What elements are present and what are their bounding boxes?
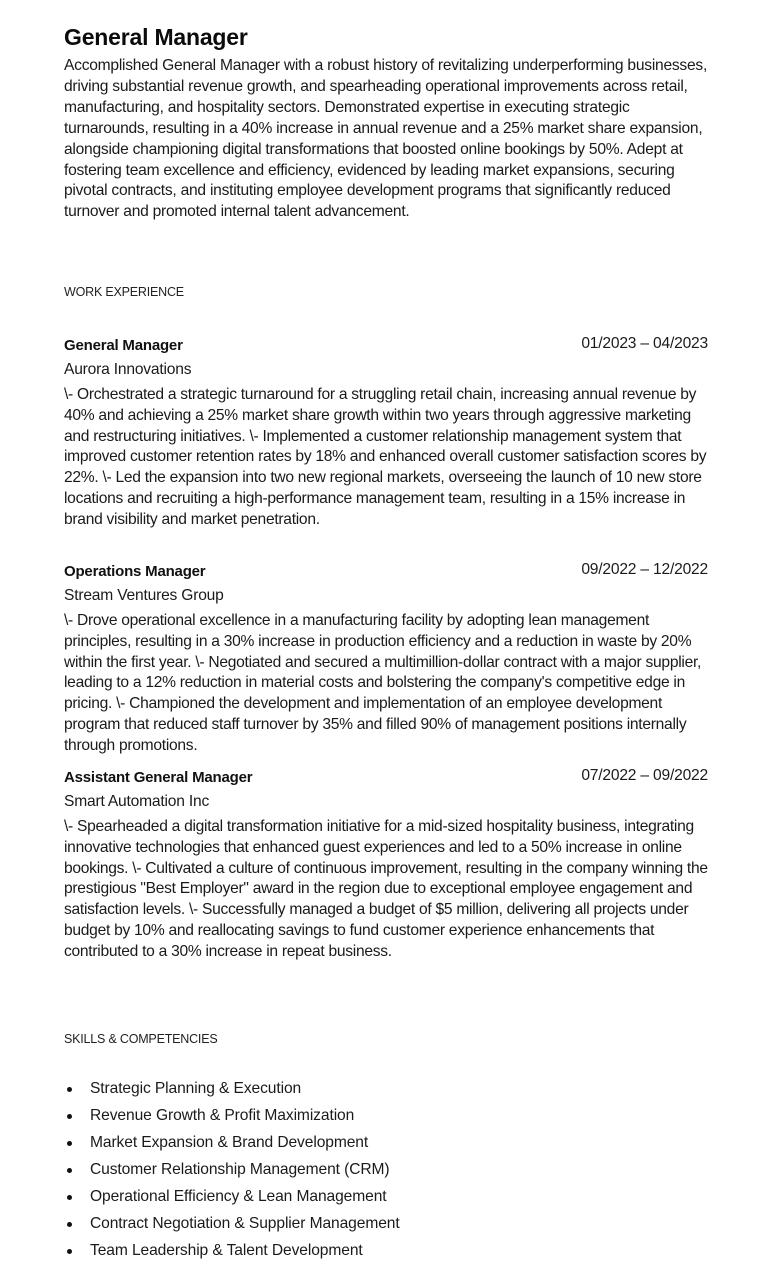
job-title: Assistant General Manager [64, 769, 253, 786]
skills-list [64, 1077, 400, 1266]
job-header [64, 769, 708, 791]
skill-label: Customer Relationship Management (CRM) [90, 1161, 390, 1178]
skill-item [64, 1104, 400, 1131]
skill-label: Market Expansion & Brand Development [90, 1134, 369, 1151]
job-header [64, 337, 708, 359]
bullet-icon [67, 1114, 72, 1119]
skill-label: Operational Efficiency & Lean Management [90, 1188, 387, 1205]
job-dates: 09/2022 – 12/2022 [581, 561, 708, 578]
work-experience-heading: WORK EXPERIENCE [64, 285, 184, 299]
job-entry [64, 769, 708, 963]
job-header [64, 563, 708, 585]
professional-summary: Accomplished General Manager with a robust history of revitalizing underperforming businesses, driving substantial revenue growth, and spearheading operational improvements across retail, manufacturing, and hospitality sectors. Demonstrated expertise in executing strategic turnarounds, resulting in a 40% increase in annual revenue and a 25% market share expansion, alongside championing digital transformations that boosted online bookings by 50%. Adept at fostering team excellence and efficiency, evidenced by leading market expansions, securing pivotal contracts, and instituting employee development programs that significantly reduced turnover and promoted internal talent advancement. [64, 57, 708, 221]
bullet-icon [67, 1087, 72, 1092]
bullet-icon [67, 1141, 72, 1146]
job-description: \- Orchestrated a strategic turnaround for a struggling retail chain, increasing annual revenue by 40% and achieving a 25% market share growth within two years through aggressive marketing and restructuring initiatives. \- Implemented a customer relationship management system that improved customer retention rates by 18% and enhanced overall customer satisfaction scores by 22%. \- Led the expansion into two new regional markets, overseeing the launch of 10 new store locations and recruiting a high-performance management team, resulting in a 15% increase in brand visibility and market penetration. [64, 386, 707, 528]
bullet-icon [67, 1249, 72, 1254]
skill-item [64, 1158, 400, 1185]
job-dates: 07/2022 – 09/2022 [581, 767, 708, 784]
job-company: Smart Automation Inc [64, 793, 210, 810]
job-description: \- Drove operational excellence in a manufacturing facility by adopting lean management principles, resulting in a 30% increase in production efficiency and a reduction in waste by 20% within the first year. \- Negotiated and secured a multimillion-dollar contract with a major supplier, leading to a 12% reduction in material costs and bolstering the company's competitive edge in pricing. \- Championed the development and implementation of an employee development program that reduced staff turnover by 35% and filled 90% of management positions internally through promotions. [64, 612, 702, 754]
skill-item [64, 1185, 400, 1212]
resume-title: General Manager [64, 24, 248, 50]
job-title: Operations Manager [64, 563, 206, 580]
job-description: \- Spearheaded a digital transformation initiative for a mid-sized hospitality business, integrating innovative technologies that enhanced guest experiences and led to a 50% increase in online bookings. \- Cultivated a culture of continuous improvement, resulting in the company winning the prestigious "Best Employer" award in the region due to exceptional employee engagement and satisfaction levels. \- Successfully managed a budget of $5 million, delivering all projects under budget by 10% and reallocating savings to fund customer experience enhancements that contributed to a 30% increase in repeat business. [64, 818, 708, 960]
skill-item [64, 1239, 400, 1266]
bullet-icon [67, 1168, 72, 1173]
skill-label: Team Leadership & Talent Development [90, 1242, 363, 1259]
job-dates: 01/2023 – 04/2023 [581, 335, 708, 352]
skill-item [64, 1131, 400, 1158]
bullet-icon [67, 1222, 72, 1227]
skill-label: Strategic Planning & Execution [90, 1080, 302, 1097]
skill-label: Contract Negotiation & Supplier Management [90, 1215, 400, 1232]
skills-heading: SKILLS & COMPETENCIES [64, 1032, 218, 1046]
skill-item [64, 1077, 400, 1104]
job-entry [64, 337, 708, 531]
job-company: Aurora Innovations [64, 361, 192, 378]
bullet-icon [67, 1195, 72, 1200]
skill-item [64, 1212, 400, 1239]
job-entry [64, 563, 708, 757]
skill-label: Revenue Growth & Profit Maximization [90, 1107, 355, 1124]
job-company: Stream Ventures Group [64, 587, 224, 604]
job-title: General Manager [64, 337, 183, 354]
